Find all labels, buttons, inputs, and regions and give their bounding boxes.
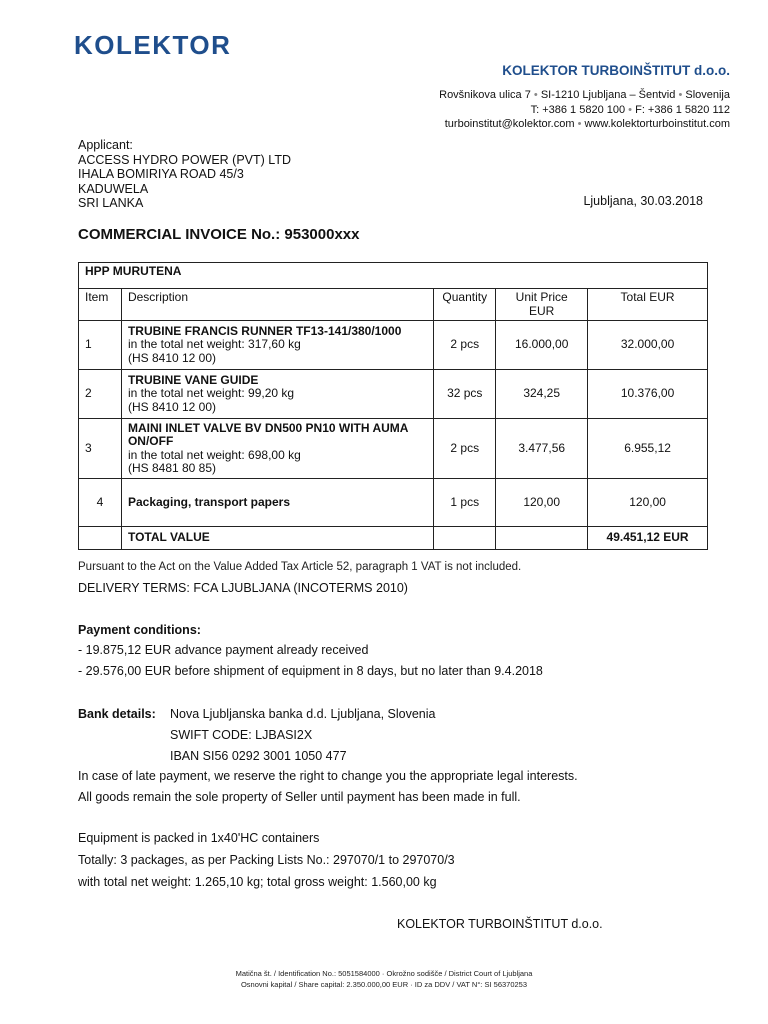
- invoice-title: COMMERCIAL INVOICE No.: 953000xxx: [78, 226, 360, 243]
- item-unit-price: 3.477,56: [496, 419, 588, 479]
- phone-line: T: +386 1 5820 100 • F: +386 1 5820 112: [530, 103, 730, 116]
- company-name: KOLEKTOR TURBOINŠTITUT d.o.o.: [502, 63, 730, 78]
- payment-label: Payment conditions:: [78, 623, 201, 637]
- contact-line: turboinstitut@kolektor.com • www.kolektorturboinstitut.com: [444, 118, 730, 130]
- item-total: 32.000,00: [588, 321, 708, 370]
- item-unit-price: 120,00: [496, 479, 588, 527]
- invoice-date: Ljubljana, 30.03.2018: [583, 194, 703, 208]
- item-name: TRUBINE FRANCIS RUNNER TF13-141/380/1000: [127, 323, 402, 338]
- item-hs-code: (HS 8410 12 00): [127, 350, 217, 365]
- footer-line: Matična št. / Identification No.: 5051584000 · Okrožno sodišče / District Court of Ljubljana: [235, 969, 533, 978]
- payment-line: - 19.875,12 EUR advance payment already received: [78, 643, 369, 657]
- item-name: TRUBINE VANE GUIDE: [127, 372, 259, 387]
- total-label: TOTAL VALUE: [121, 527, 433, 550]
- bank-iban: IBAN SI56 0292 3001 1050 477: [170, 749, 347, 763]
- invoice-table: [78, 262, 708, 550]
- item-quantity: 1 pcs: [434, 479, 496, 527]
- item-weight: in the total net weight: 698,00 kg: [127, 447, 301, 462]
- bank-name: Nova Ljubljanska banka d.d. Ljubljana, Slovenia: [170, 707, 436, 721]
- item-number: 3: [79, 419, 122, 479]
- footer-line: Osnovni kapital / Share capital: 2.350.000,00 EUR · ID za DDV / VAT N°: SI 56370253: [240, 980, 528, 989]
- packing-note: with total net weight: 1.265,10 kg; total gross weight: 1.560,00 kg: [78, 875, 437, 889]
- item-description: [121, 321, 433, 370]
- address-line: Rovšnikova ulica 7 • SI-1210 Ljubljana – Šentvid • Slovenija: [439, 89, 730, 101]
- item-quantity: 2 pcs: [434, 419, 496, 479]
- total-empty-cell: [434, 527, 496, 550]
- payment-line: - 29.576,00 EUR before shipment of equipment in 8 days, but no later than 9.4.2018: [78, 664, 543, 678]
- header-row: [79, 289, 708, 321]
- item-total: 120,00: [588, 479, 708, 527]
- table-row: [79, 370, 708, 419]
- late-payment-note: In case of late payment, we reserve the right to change you the appropriate legal interests.: [78, 769, 578, 783]
- project-name: HPP MURUTENA: [79, 263, 708, 289]
- total-value: 49.451,12 EUR: [588, 527, 708, 550]
- total-row: [79, 527, 708, 550]
- packing-note: Equipment is packed in 1x40'HC containers: [78, 831, 320, 845]
- signature-company: KOLEKTOR TURBOINŠTITUT d.o.o.: [397, 917, 603, 931]
- item-quantity: 32 pcs: [434, 370, 496, 419]
- col-header-total: Total EUR: [588, 289, 708, 321]
- item-hs-code: (HS 8410 12 00): [127, 399, 217, 414]
- item-number: 2: [79, 370, 122, 419]
- applicant-line: IHALA BOMIRIYA ROAD 45/3: [78, 167, 244, 181]
- applicant-line: SRI LANKA: [78, 196, 144, 210]
- applicant-line: ACCESS HYDRO POWER (PVT) LTD: [78, 152, 291, 167]
- table-row: [79, 479, 708, 527]
- delivery-terms: DELIVERY TERMS: FCA LJUBLJANA (INCOTERMS 2010): [78, 581, 408, 595]
- item-weight: in the total net weight: 317,60 kg: [127, 337, 301, 352]
- vat-note: Pursuant to the Act on the Value Added Tax Article 52, paragraph 1 VAT is not included.: [78, 561, 522, 573]
- item-hs-code: (HS 8481 80 85): [127, 461, 217, 475]
- table-row: [79, 419, 708, 479]
- table-row: [79, 321, 708, 370]
- total-empty-cell: [79, 527, 122, 550]
- project-row: [79, 263, 708, 289]
- col-header-item: Item: [79, 289, 122, 321]
- total-empty-cell: [496, 527, 588, 550]
- ownership-note: All goods remain the sole property of Seller until payment has been made in full.: [78, 790, 521, 804]
- item-number: 4: [79, 479, 122, 527]
- item-unit-price: 16.000,00: [496, 321, 588, 370]
- col-header-quantity: Quantity: [434, 289, 496, 321]
- applicant-label: Applicant:: [78, 138, 133, 152]
- col-header-unit-price: Unit Price EUR: [496, 289, 588, 321]
- applicant-line: KADUWELA: [78, 181, 149, 196]
- packing-note: Totally: 3 packages, as per Packing Lists No.: 297070/1 to 297070/3: [78, 853, 455, 867]
- item-name: MAINI INLET VALVE BV DN500 PN10 WITH AUMA ON/OFF: [127, 420, 408, 448]
- item-total: 10.376,00: [588, 370, 708, 419]
- item-description: [121, 419, 433, 479]
- bank-label: Bank details:: [78, 707, 156, 721]
- col-header-description: Description: [121, 289, 433, 321]
- applicant-block: [78, 138, 291, 211]
- item-quantity: 2 pcs: [434, 321, 496, 370]
- company-logo: KOLEKTOR: [74, 30, 232, 60]
- item-description: Packaging, transport papers: [121, 479, 433, 527]
- item-description: [121, 370, 433, 419]
- item-number: 1: [79, 321, 122, 370]
- item-total: 6.955,12: [588, 419, 708, 479]
- bank-swift: SWIFT CODE: LJBASI2X: [170, 728, 313, 742]
- item-unit-price: 324,25: [496, 370, 588, 419]
- item-weight: in the total net weight: 99,20 kg: [127, 386, 295, 401]
